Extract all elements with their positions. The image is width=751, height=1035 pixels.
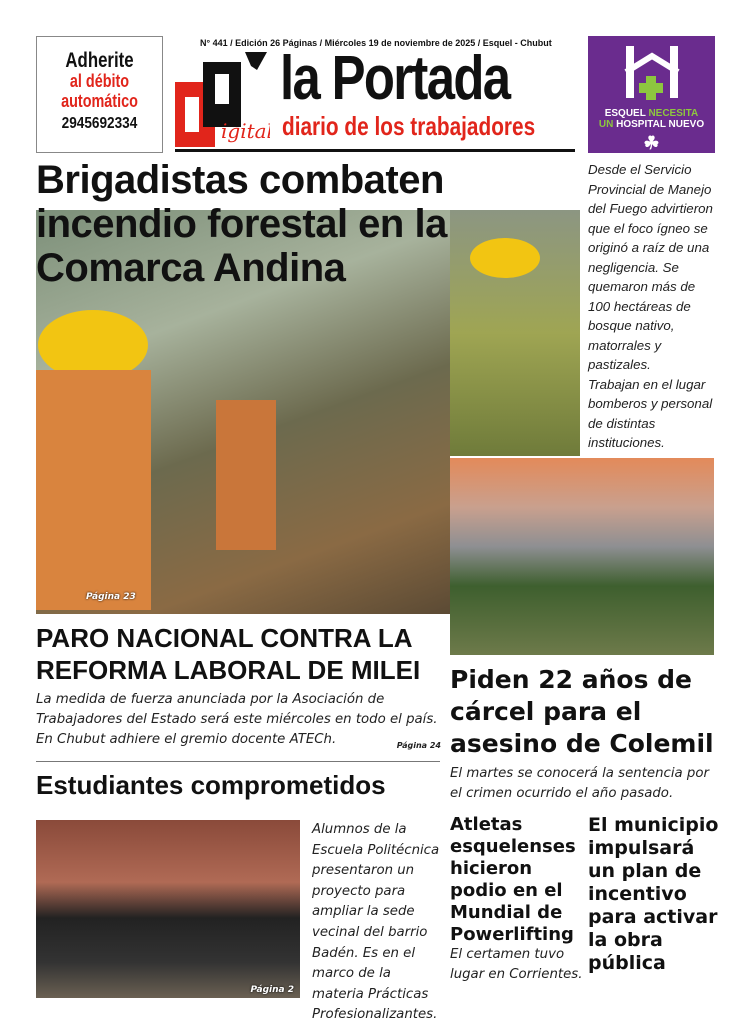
newspaper-title[interactable]: la Portada: [280, 44, 510, 113]
masthead-rule: [175, 149, 575, 152]
students-photo[interactable]: [36, 820, 300, 998]
lead-body: [588, 160, 718, 453]
municipio-headline[interactable]: El municipio impulsará un plan de incentivo para activar la obra pública: [588, 814, 719, 974]
piden-headline[interactable]: Piden 22 años de cárcel para el asesino de Colemil: [450, 665, 714, 758]
ad-line2: al débito: [69, 71, 130, 92]
lead-headline[interactable]: Brigadistas combaten incendio forestal en la Comarca Andina: [36, 158, 447, 290]
piden-body: El martes se conocerá la sentencia por el crimen ocurrido el año pasado.: [450, 766, 709, 801]
ad-line1: Adherite: [65, 49, 134, 72]
lead-body-p1: Desde el Servicio Provincial de Manejo del Fuego advirtieron que el foco ígneo se originó a raíz de una negligencia. Se quemaron más de 100 hectáreas de bosque nativo, matorrales y pastizales.: [588, 162, 713, 372]
ad-line3: automático: [61, 90, 138, 111]
campaign-text: UN: [598, 119, 617, 130]
page-ref: Página 2: [250, 985, 294, 995]
page-ref: Página 24: [396, 741, 441, 750]
tagline: diario de los trabajadores: [282, 111, 536, 141]
paro-headline[interactable]: PARO NACIONAL CONTRA LA REFORMA LABORAL DE MILEI: [36, 623, 421, 685]
lead-body-p2: Trabajan en el lugar bomberos y personal de distintas instituciones.: [588, 376, 713, 450]
campaign-text: NECESITA: [648, 107, 699, 119]
campaign-text: ESQUEL: [604, 107, 649, 119]
campaign-text: HOSPITAL NUEVO: [616, 119, 705, 130]
atletas-body: El certamen tuvo lugar en Corrientes.: [450, 947, 583, 982]
debit-ad[interactable]: [36, 36, 163, 153]
hospital-icon: [612, 42, 692, 104]
ad-phone: 2945692334: [61, 114, 138, 132]
divider: [36, 761, 440, 762]
paro-text: La medida de fuerza anunciada por la Asociación de Trabajadores del Estado será este miércoles en todo el país. En Chubut adhiere el gremio docente ATECh.: [36, 692, 438, 747]
fire-landscape-photo[interactable]: [450, 458, 714, 655]
paro-body: [36, 690, 441, 756]
page-ref: Página 23: [86, 592, 136, 602]
atletas-headline[interactable]: Atletas esquelenses hicieron podio en el Mundial de Powerlifting: [450, 814, 576, 945]
clover-icon: ☘: [643, 132, 660, 153]
firefighter-shape: [216, 400, 276, 550]
firefighter-shape: [36, 370, 151, 610]
estudiantes-headline[interactable]: Estudiantes comprometidos: [36, 770, 386, 800]
estudiantes-body: Alumnos de la Escuela Politécnica presentaron un proyecto para ampliar la sede vecinal del barrio Badén. Es en el marco de la materia Prácticas Profesionalizantes.: [312, 822, 440, 1023]
dateline: N° 441 / Edición 26 Páginas / Miércoles 19 de noviembre de 2025 / Esquel - Chubut: [200, 38, 552, 48]
logo-sub: igital: [221, 119, 270, 143]
dp-logo: [175, 52, 270, 147]
hospital-campaign-ad[interactable]: [588, 36, 715, 153]
